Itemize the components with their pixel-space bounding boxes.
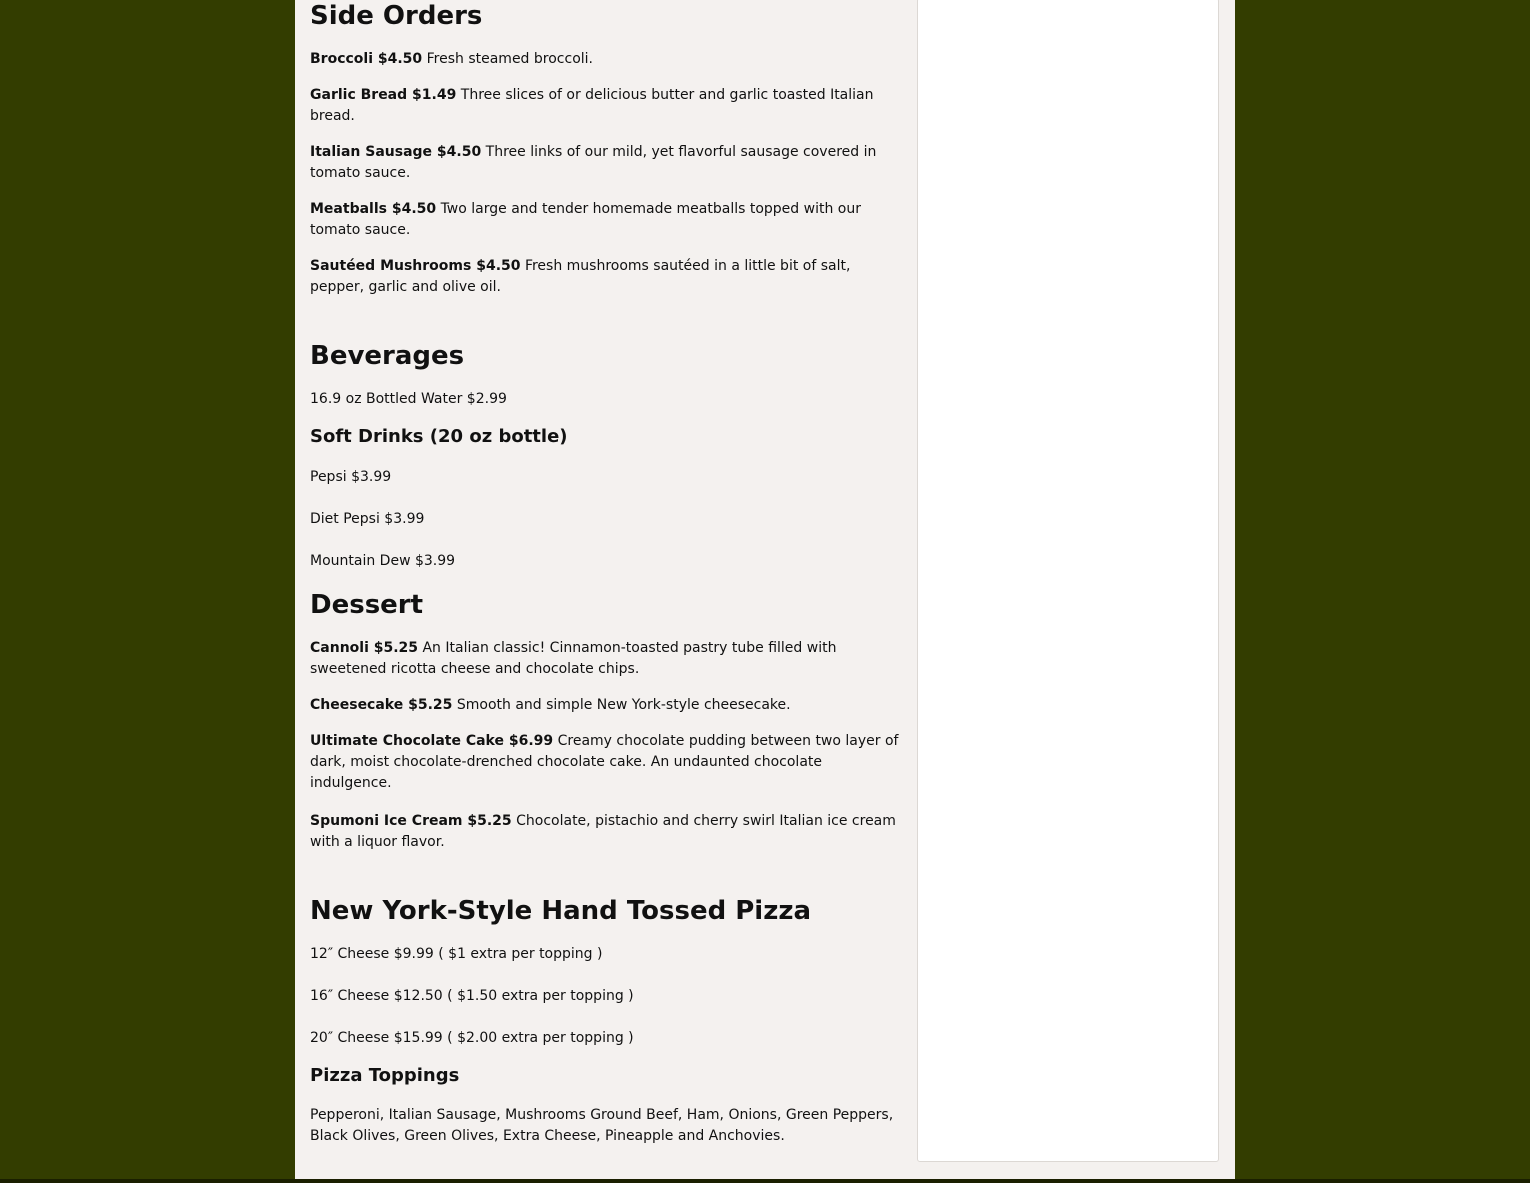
- menu-item-name: Broccoli $4.50: [310, 51, 423, 67]
- menu-item-meatballs: [310, 199, 905, 241]
- menu-item-cannoli: [310, 638, 905, 680]
- menu-item-ultimate-chocolate-cake: [310, 731, 905, 794]
- menu-item-description: Fresh steamed broccoli.: [422, 51, 593, 67]
- menu-item-description: Three links of our mild, yet flavorful sausage covered in tomato sauce.: [310, 144, 877, 181]
- soft-drink-item-mountain-dew: Mountain Dew $3.99: [310, 553, 456, 569]
- menu-item-description: Three slices of or delicious butter and garlic toasted Italian bread.: [310, 87, 874, 124]
- page-content: [295, 0, 1235, 1180]
- bottled-water-item: 16.9 oz Bottled Water $2.99: [310, 391, 507, 407]
- menu-item-description: Creamy chocolate pudding between two layer of dark, moist chocolate-drenched chocolate cake. An undaunted chocolate indulgence.: [310, 733, 899, 791]
- pizza-toppings-heading: Pizza Toppings: [310, 1065, 460, 1086]
- menu-item-name: Cheesecake $5.25: [310, 697, 453, 713]
- menu-item-broccoli: [310, 49, 905, 70]
- menu-item-name: Ultimate Chocolate Cake $6.99: [310, 733, 554, 749]
- soft-drink-item-diet-pepsi: Diet Pepsi $3.99: [310, 511, 425, 527]
- pizza-size-20: 20″ Cheese $15.99 ( $2.00 extra per topping ): [310, 1030, 634, 1046]
- footer-divider: [0, 1179, 1530, 1183]
- pizza-size-16: 16″ Cheese $12.50 ( $1.50 extra per topping ): [310, 988, 634, 1004]
- menu-item-spumoni-ice-cream: [310, 811, 905, 853]
- menu-item-description: Fresh mushrooms sautéed in a little bit of salt, pepper, garlic and olive oil.: [310, 258, 851, 295]
- menu-item-description: Two large and tender homemade meatballs topped with our tomato sauce.: [310, 201, 861, 238]
- menu-item-name: Cannoli $5.25: [310, 640, 419, 656]
- pizza-toppings-list: Pepperoni, Italian Sausage, Mushrooms Ground Beef, Ham, Onions, Green Peppers, Black Olives, Green Olives, Extra Cheese, Pineapple and Anchovies.: [310, 1107, 894, 1144]
- menu-item-cheesecake: [310, 695, 905, 716]
- pizza-heading: New York-Style Hand Tossed Pizza: [310, 896, 812, 926]
- soft-drinks-heading: Soft Drinks (20 oz bottle): [310, 426, 568, 447]
- menu-item-description: An Italian classic! Cinnamon-toasted pastry tube filled with sweetened ricotta cheese and chocolate chips.: [310, 640, 837, 677]
- menu-item-name: Italian Sausage $4.50: [310, 144, 482, 160]
- sidebar-panel: [917, 0, 1219, 1162]
- dessert-heading: Dessert: [310, 590, 424, 620]
- menu-item-description: Smooth and simple New York-style cheesecake.: [452, 697, 791, 713]
- pizza-size-12: 12″ Cheese $9.99 ( $1 extra per topping ): [310, 946, 603, 962]
- menu-item-description: Chocolate, pistachio and cherry swirl Italian ice cream with a liquor flavor.: [310, 813, 896, 850]
- menu-item-sauteed-mushrooms: [310, 256, 905, 298]
- menu-item-italian-sausage: [310, 142, 905, 184]
- beverages-heading: Beverages: [310, 341, 465, 371]
- side-orders-heading: Side Orders: [310, 1, 483, 31]
- menu-item-garlic-bread: [310, 85, 905, 127]
- menu-item-name: Spumoni Ice Cream $5.25: [310, 813, 512, 829]
- menu-item-name: Garlic Bread $1.49: [310, 87, 457, 103]
- menu-item-name: Sautéed Mushrooms $4.50: [310, 258, 521, 274]
- soft-drink-item-pepsi: Pepsi $3.99: [310, 469, 392, 485]
- menu-item-name: Meatballs $4.50: [310, 201, 437, 217]
